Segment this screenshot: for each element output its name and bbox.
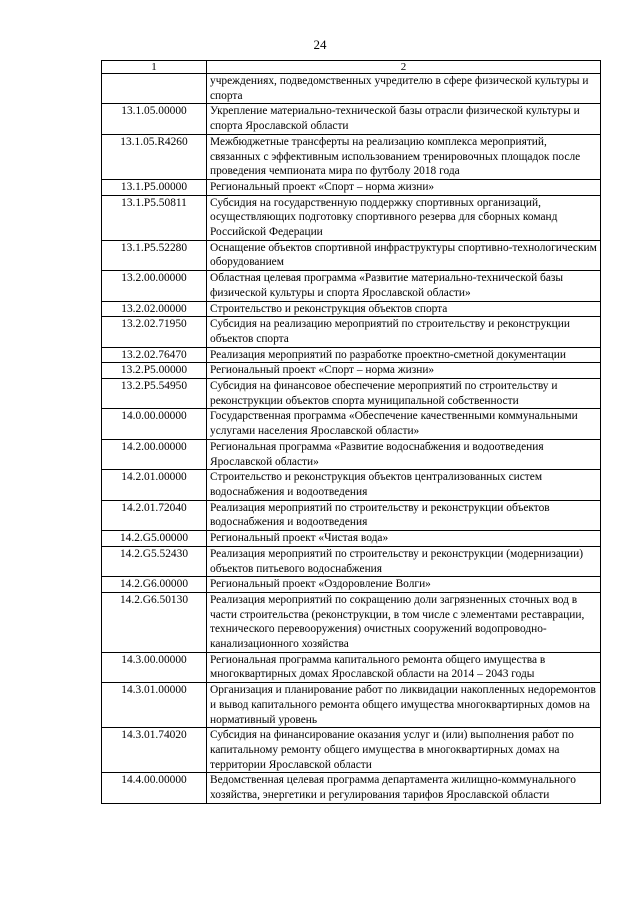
table-row <box>102 195 601 240</box>
row-code: 14.3.01.00000 <box>102 683 207 728</box>
row-name: Реализация мероприятий по разработке проектно-сметной документации <box>207 347 601 363</box>
row-name: Оснащение объектов спортивной инфраструктуры спортивно-технологическим оборудованием <box>207 240 601 270</box>
table-row <box>102 439 601 469</box>
row-name: Строительство и реконструкция объектов централизованных систем водоснабжения и водоотведения <box>207 470 601 500</box>
table-row <box>102 683 601 728</box>
row-code: 13.1.05.R4260 <box>102 134 207 179</box>
table-row <box>102 577 601 593</box>
row-code: 13.1.P5.52280 <box>102 240 207 270</box>
row-name: Реализация мероприятий по сокращению доли загрязненных сточных вод в части строительства (реконструкции, в том числе с элементами реставрации, технического перевооружения) очистных сооружений водопроводно-канализационного хозяйства <box>207 592 601 652</box>
row-name: Укрепление материально-технической базы отрасли физической культуры и спорта Ярославской области <box>207 104 601 134</box>
row-code: 13.1.05.00000 <box>102 104 207 134</box>
table-row <box>102 409 601 439</box>
row-code: 14.0.00.00000 <box>102 409 207 439</box>
table-row <box>102 179 601 195</box>
row-name: Региональный проект «Спорт – норма жизни» <box>207 179 601 195</box>
table-row <box>102 240 601 270</box>
table-row <box>102 546 601 576</box>
row-code: 14.3.00.00000 <box>102 652 207 682</box>
table-header-row <box>102 61 601 74</box>
table-row <box>102 470 601 500</box>
row-code: 14.2.00.00000 <box>102 439 207 469</box>
row-code: 13.2.P5.54950 <box>102 379 207 409</box>
row-name: Региональная программа капитального ремонта общего имущества в многоквартирных домах Ярославской области на 2014 – 2043 годы <box>207 652 601 682</box>
row-name: Межбюджетные трансферты на реализацию комплекса мероприятий, связанных с эффективным использованием тренировочных площадок после проведения чемпионата мира по футболу 2018 года <box>207 134 601 179</box>
row-code: 13.1.P5.00000 <box>102 179 207 195</box>
row-name: Ведомственная целевая программа департамента жилищно-коммунального хозяйства, энергетики и регулирования тарифов Ярославской области <box>207 773 601 803</box>
row-code: 14.2.G5.52430 <box>102 546 207 576</box>
table-row <box>102 531 601 547</box>
page-number: 24 <box>313 37 327 52</box>
table-row <box>102 500 601 530</box>
row-code: 13.2.00.00000 <box>102 271 207 301</box>
table-row <box>102 104 601 134</box>
row-code: 13.2.02.00000 <box>102 301 207 317</box>
row-code: 13.1.P5.50811 <box>102 195 207 240</box>
table-row <box>102 652 601 682</box>
table-row <box>102 317 601 347</box>
table-row <box>102 134 601 179</box>
row-code: 13.2.02.76470 <box>102 347 207 363</box>
row-name: Региональный проект «Оздоровление Волги» <box>207 577 601 593</box>
row-name: Организация и планирование работ по ликвидации накопленных недоремонтов и вывод капитального ремонта общего имущества многоквартирных домов на нормативный уровень <box>207 683 601 728</box>
budget-classification-table <box>101 60 601 804</box>
table-row <box>102 271 601 301</box>
row-name: Региональный проект «Спорт – норма жизни» <box>207 363 601 379</box>
row-code: 14.2.G5.00000 <box>102 531 207 547</box>
table-row <box>102 363 601 379</box>
row-code: 14.2.G6.50130 <box>102 592 207 652</box>
table-row <box>102 301 601 317</box>
row-code: 14.2.01.72040 <box>102 500 207 530</box>
row-name: учреждениях, подведомственных учредителю в сфере физической культуры и спорта <box>207 74 601 104</box>
table-row <box>102 347 601 363</box>
table-row <box>102 74 601 104</box>
row-name: Строительство и реконструкция объектов спорта <box>207 301 601 317</box>
row-name: Реализация мероприятий по строительству и реконструкции объектов водоснабжения и водоотведения <box>207 500 601 530</box>
row-name: Государственная программа «Обеспечение качественными коммунальными услугами населения Ярославской области» <box>207 409 601 439</box>
row-code: 14.4.00.00000 <box>102 773 207 803</box>
row-code: 13.2.P5.00000 <box>102 363 207 379</box>
row-code <box>102 74 207 104</box>
table-row <box>102 728 601 773</box>
table-row <box>102 379 601 409</box>
row-name: Субсидия на реализацию мероприятий по строительству и реконструкции объектов спорта <box>207 317 601 347</box>
row-name: Субсидия на государственную поддержку спортивных организаций, осуществляющих подготовку спортивного резерва для сборных команд Российской Федерации <box>207 195 601 240</box>
column-header-name: 2 <box>207 61 601 74</box>
row-code: 13.2.02.71950 <box>102 317 207 347</box>
row-code: 14.3.01.74020 <box>102 728 207 773</box>
row-name: Субсидия на финансирование оказания услуг и (или) выполнения работ по капитальному ремонту общего имущества в многоквартирных домах на территории Ярославской области <box>207 728 601 773</box>
row-name: Реализация мероприятий по строительству и реконструкции (модернизации) объектов питьевого водоснабжения <box>207 546 601 576</box>
row-name: Региональный проект «Чистая вода» <box>207 531 601 547</box>
row-code: 14.2.01.00000 <box>102 470 207 500</box>
row-code: 14.2.G6.00000 <box>102 577 207 593</box>
table-row <box>102 592 601 652</box>
table-row <box>102 773 601 803</box>
row-name: Субсидия на финансовое обеспечение мероприятий по строительству и реконструкции объектов спорта муниципальной собственности <box>207 379 601 409</box>
row-name: Региональная программа «Развитие водоснабжения и водоотведения Ярославской области» <box>207 439 601 469</box>
row-name: Областная целевая программа «Развитие материально-технической базы физической культуры и спорта Ярославской области» <box>207 271 601 301</box>
column-header-code: 1 <box>102 61 207 74</box>
